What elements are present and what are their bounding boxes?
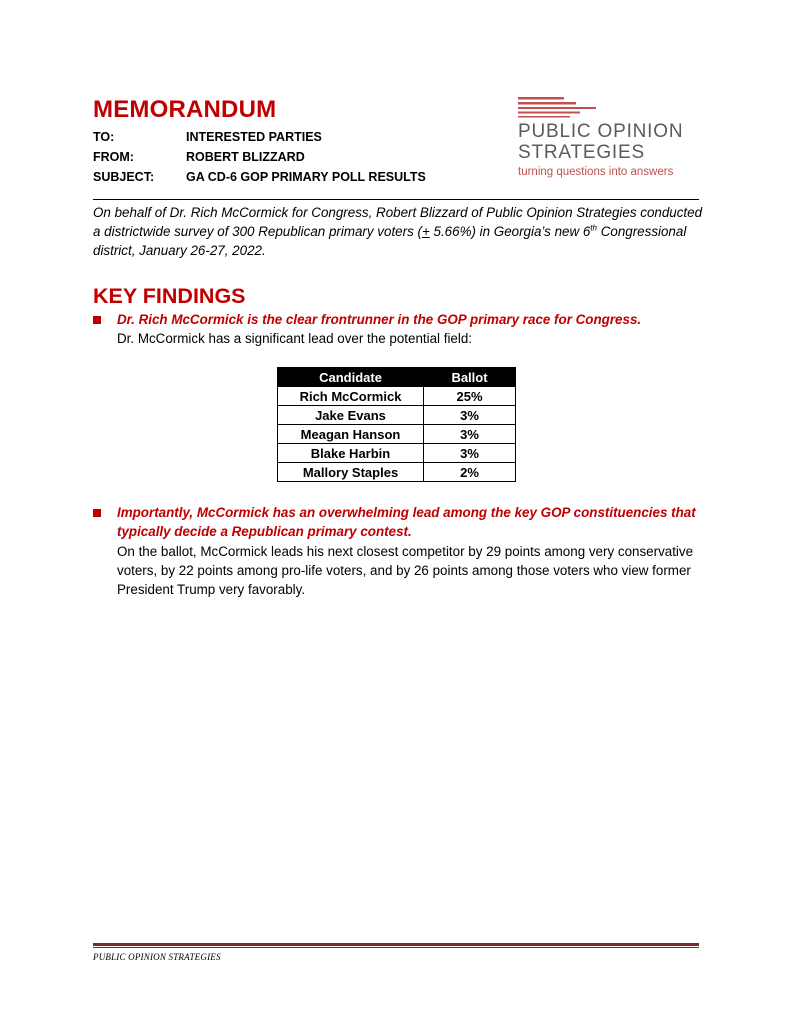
candidate-column-header: Candidate [278,368,424,387]
footer-rule-thin [93,947,699,948]
header-divider [93,199,699,200]
memo-subject-label: SUBJECT: [93,170,155,184]
memo-to-row [93,127,426,147]
logo-line-1: PUBLIC OPINION [518,121,684,142]
ballot-value: 25% [424,387,516,406]
memo-from-value: ROBERT BLIZZARD [186,150,305,164]
intro-text-3: Congressional district, January 26-27, 2022. [93,224,687,258]
memo-to-label: TO: [93,130,115,144]
candidate-name: Mallory Staples [278,463,424,482]
ballot-column-header: Ballot [424,368,516,387]
memo-title: MEMORANDUM [93,96,277,123]
memo-from-label: FROM: [93,150,134,164]
intro-plus-minus: + [421,224,430,239]
memo-header [93,127,426,187]
intro-text-1: On behalf of Dr. Rich McCormick for Congress, Robert Blizzard of Public Opinion Strategies conducted a districtwide survey of 300 Republican primary voters ( [93,205,703,239]
table-row [278,387,516,406]
finding-2-heading: Importantly, McCormick has an overwhelming lead among the key GOP constituencies that typically decide a Republican primary contest. [117,505,696,539]
finding-2-body: On the ballot, McCormick leads his next closest competitor by 29 points among very conservative voters, by 22 points among pro-life voters, and by 26 points among those voters who view former President Trump very favorably. [117,544,694,597]
logo-line-2: STRATEGIES [518,142,645,163]
memo-subject-row [93,167,426,187]
table-row [278,425,516,444]
footer-text: PUBLIC OPINION STRATEGIES [93,952,221,962]
intro-superscript: th [590,223,597,233]
table-row [278,406,516,425]
memo-from-row [93,147,426,167]
logo-stripes-icon [518,96,598,120]
ballot-header-row [278,368,516,387]
ballot-value: 2% [424,463,516,482]
candidate-name: Blake Harbin [278,444,424,463]
footer-rule-thick [93,943,699,946]
ballot-value: 3% [424,406,516,425]
finding-1-heading: Dr. Rich McCormick is the clear frontrunner in the GOP primary race for Congress. [117,312,642,327]
company-logo [518,96,708,186]
intro-paragraph [93,203,703,260]
table-row [278,444,516,463]
candidate-name: Jake Evans [278,406,424,425]
memo-to-value: INTERESTED PARTIES [186,130,322,144]
ballot-table [277,367,516,482]
memo-subject-value: GA CD-6 GOP PRIMARY POLL RESULTS [186,170,426,184]
candidate-name: Rich McCormick [278,387,424,406]
key-findings-title: KEY FINDINGS [93,284,246,308]
ballot-value: 3% [424,444,516,463]
bullet-square-icon [93,316,101,324]
intro-text-2: 5.66%) in Georgia’s new 6 [429,224,591,239]
candidate-name: Meagan Hanson [278,425,424,444]
ballot-value: 3% [424,425,516,444]
finding-1-body: Dr. McCormick has a significant lead over the potential field: [117,331,473,346]
table-row [278,463,516,482]
bullet-square-icon [93,509,101,517]
logo-tagline: turning questions into answers [518,166,674,178]
